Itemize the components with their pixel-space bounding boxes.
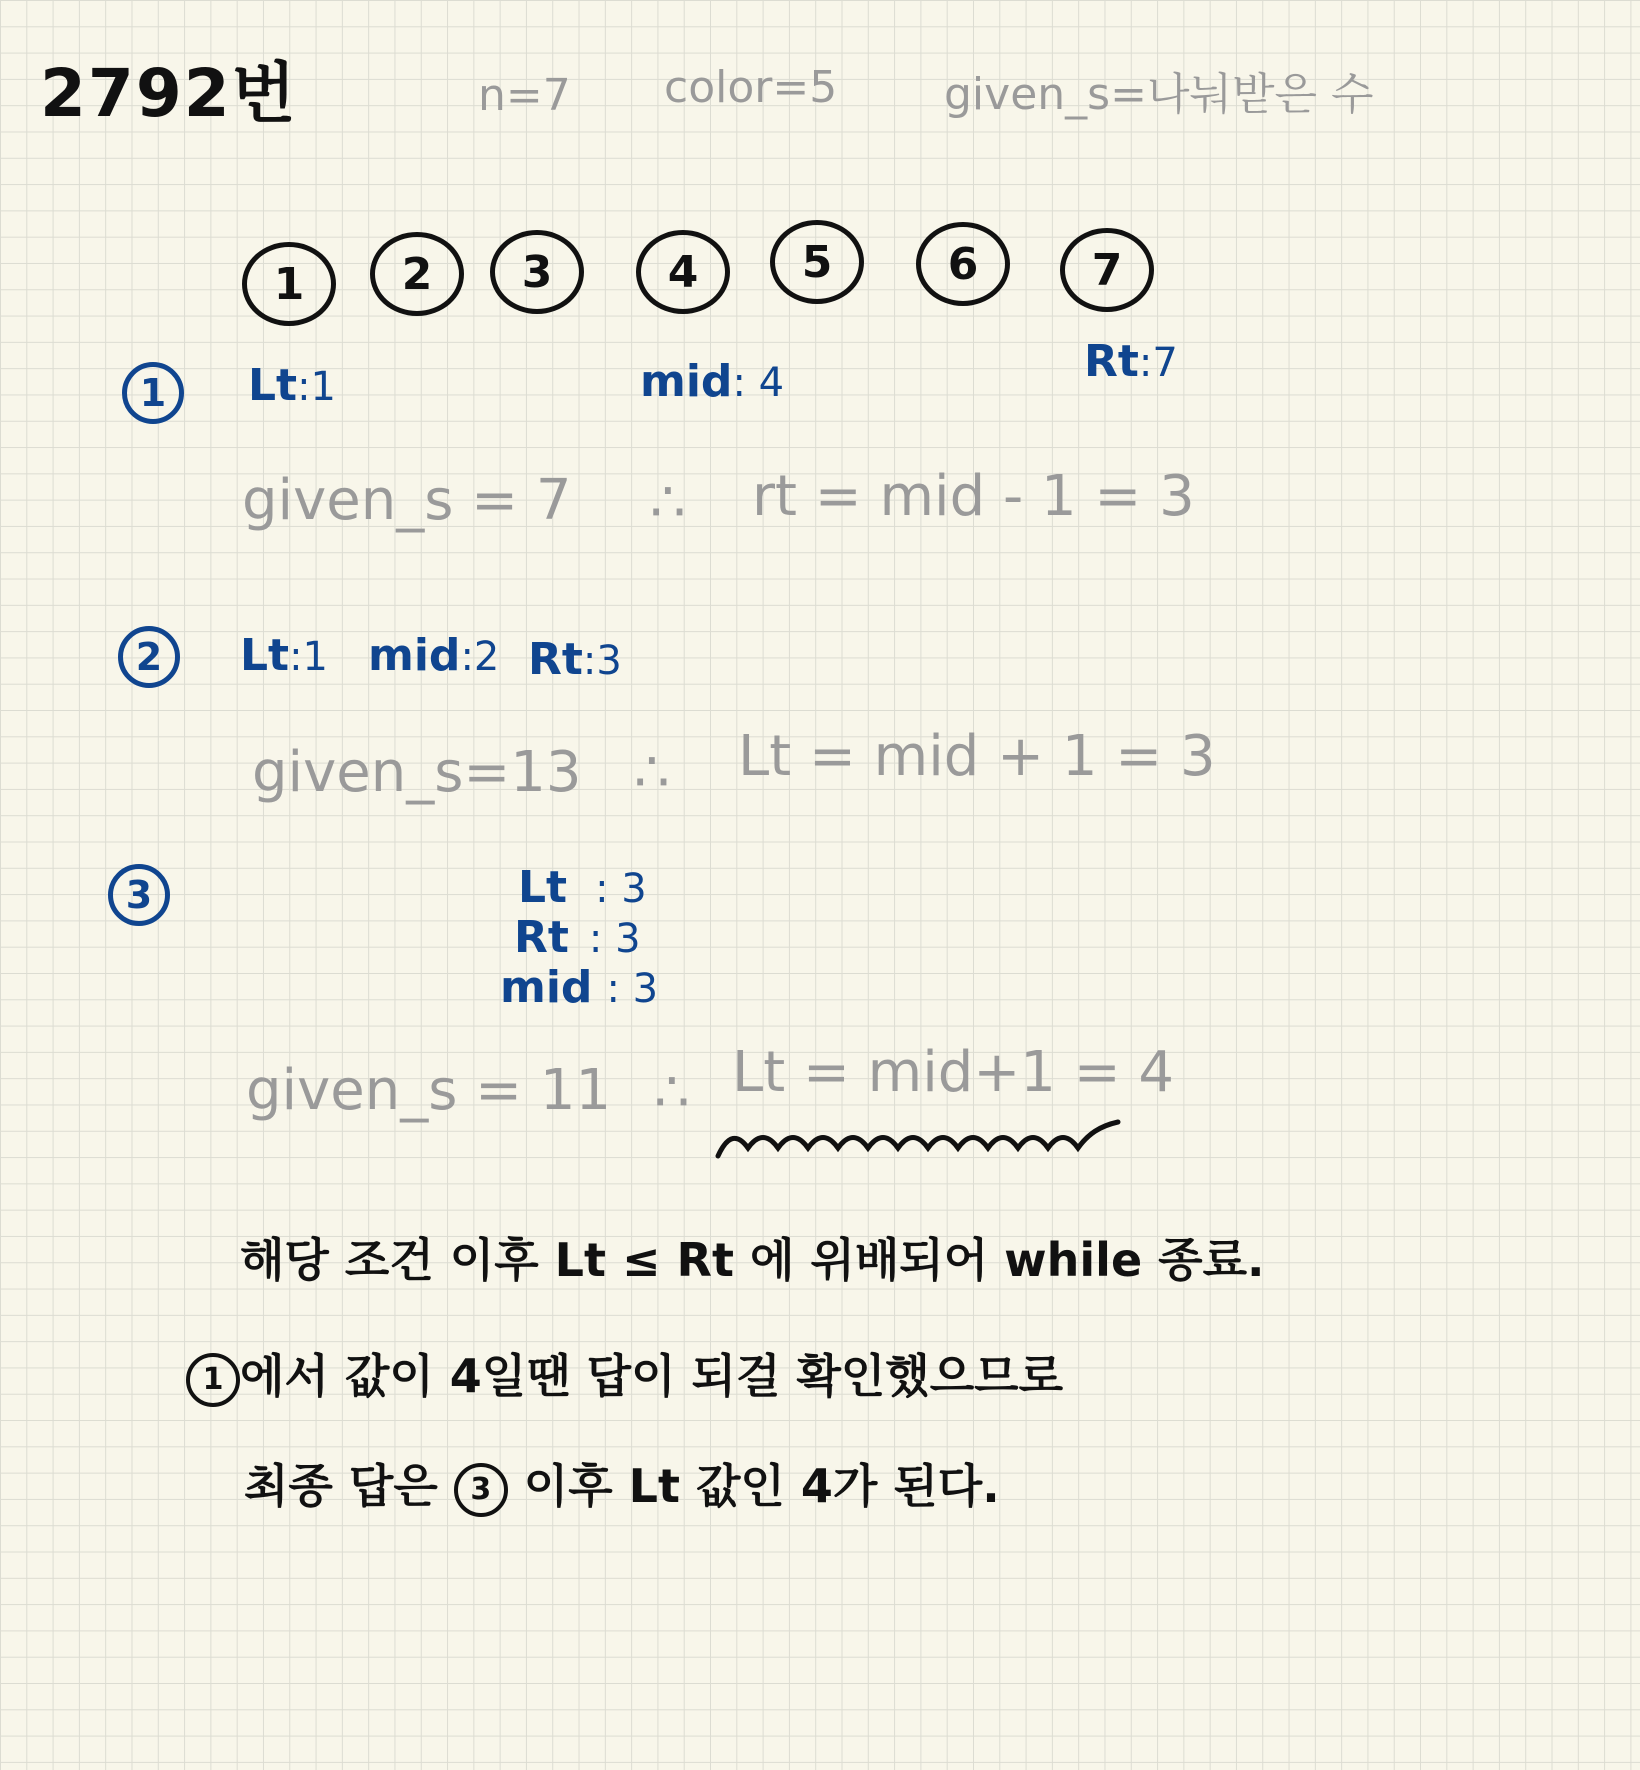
- mid-value: :2: [460, 634, 500, 680]
- note-line-3-prefix: 최종 답은: [244, 1459, 454, 1513]
- note-line-2-text: 에서 값이 4일땐 답이 되걸 확인했으므로: [240, 1349, 1064, 1403]
- step-1-rt: [1084, 336, 1178, 387]
- step-3-given: given_s = 11: [246, 1058, 612, 1123]
- rt-label: Rt: [514, 912, 569, 963]
- note-line-2: [186, 1340, 1063, 1407]
- note-line-3-text: 이후 Lt 값인 4가 된다.: [507, 1459, 1000, 1513]
- rt-value: :7: [1138, 340, 1178, 386]
- step-3-result: Lt = mid+1 = 4: [732, 1040, 1175, 1105]
- note-step-3-marker: 3: [454, 1463, 508, 1517]
- step-2-lt: [240, 630, 328, 681]
- node-5: 5: [770, 220, 864, 304]
- step-2-mid: [368, 630, 499, 681]
- header-color: color=5: [664, 62, 838, 113]
- lt-label: Lt: [240, 630, 290, 681]
- rt-value: :3: [582, 638, 622, 684]
- lt-label: Lt: [518, 862, 568, 913]
- step-3-therefore: ∴: [654, 1060, 690, 1125]
- step-2-therefore: ∴: [634, 740, 670, 805]
- wavy-underline: [710, 1104, 1130, 1164]
- node-1: 1: [242, 242, 336, 326]
- step-1-mid: [640, 356, 784, 407]
- mid-value: : 3: [606, 966, 659, 1012]
- lt-value: : 3: [595, 866, 647, 912]
- note-line-1: 해당 조건 이후 Lt ≤ Rt 에 위배되어 while 종료.: [240, 1233, 1265, 1287]
- step-3-mid: [500, 962, 658, 1013]
- step-1-marker: 1: [122, 362, 184, 424]
- step-1-result: rt = mid - 1 = 3: [752, 464, 1195, 529]
- step-3-lt: [518, 862, 647, 913]
- step-1-given: given_s = 7: [242, 468, 572, 533]
- lt-label: Lt: [248, 360, 298, 411]
- lt-value: :1: [297, 364, 337, 410]
- mid-label: mid: [368, 630, 461, 681]
- node-3: 3: [490, 230, 584, 314]
- page-title: 2792번: [40, 55, 298, 132]
- step-2-rt: [528, 634, 622, 685]
- step-1-lt: [248, 360, 336, 411]
- step-2-marker: 2: [118, 626, 180, 688]
- rt-value: : 3: [588, 916, 641, 962]
- node-2: 2: [370, 232, 464, 316]
- mid-label: mid: [500, 962, 593, 1013]
- note-step-1-marker: 1: [186, 1353, 240, 1407]
- step-2-given: given_s=13: [252, 740, 582, 805]
- node-7: 7: [1060, 228, 1154, 312]
- note-line-3: [244, 1450, 1000, 1517]
- rt-label: Rt: [528, 634, 583, 685]
- header-given-s: given_s=나눠받은 수: [944, 69, 1374, 120]
- step-1-therefore: ∴: [650, 470, 686, 535]
- mid-label: mid: [640, 356, 733, 407]
- step-2-result: Lt = mid + 1 = 3: [738, 724, 1216, 789]
- node-6: 6: [916, 222, 1010, 306]
- header-n: n=7: [478, 70, 571, 121]
- rt-label: Rt: [1084, 336, 1139, 387]
- mid-value: : 4: [732, 360, 785, 406]
- lt-value: :1: [289, 634, 329, 680]
- node-4: 4: [636, 230, 730, 314]
- step-3-rt: [514, 912, 641, 963]
- step-3-marker: 3: [108, 864, 170, 926]
